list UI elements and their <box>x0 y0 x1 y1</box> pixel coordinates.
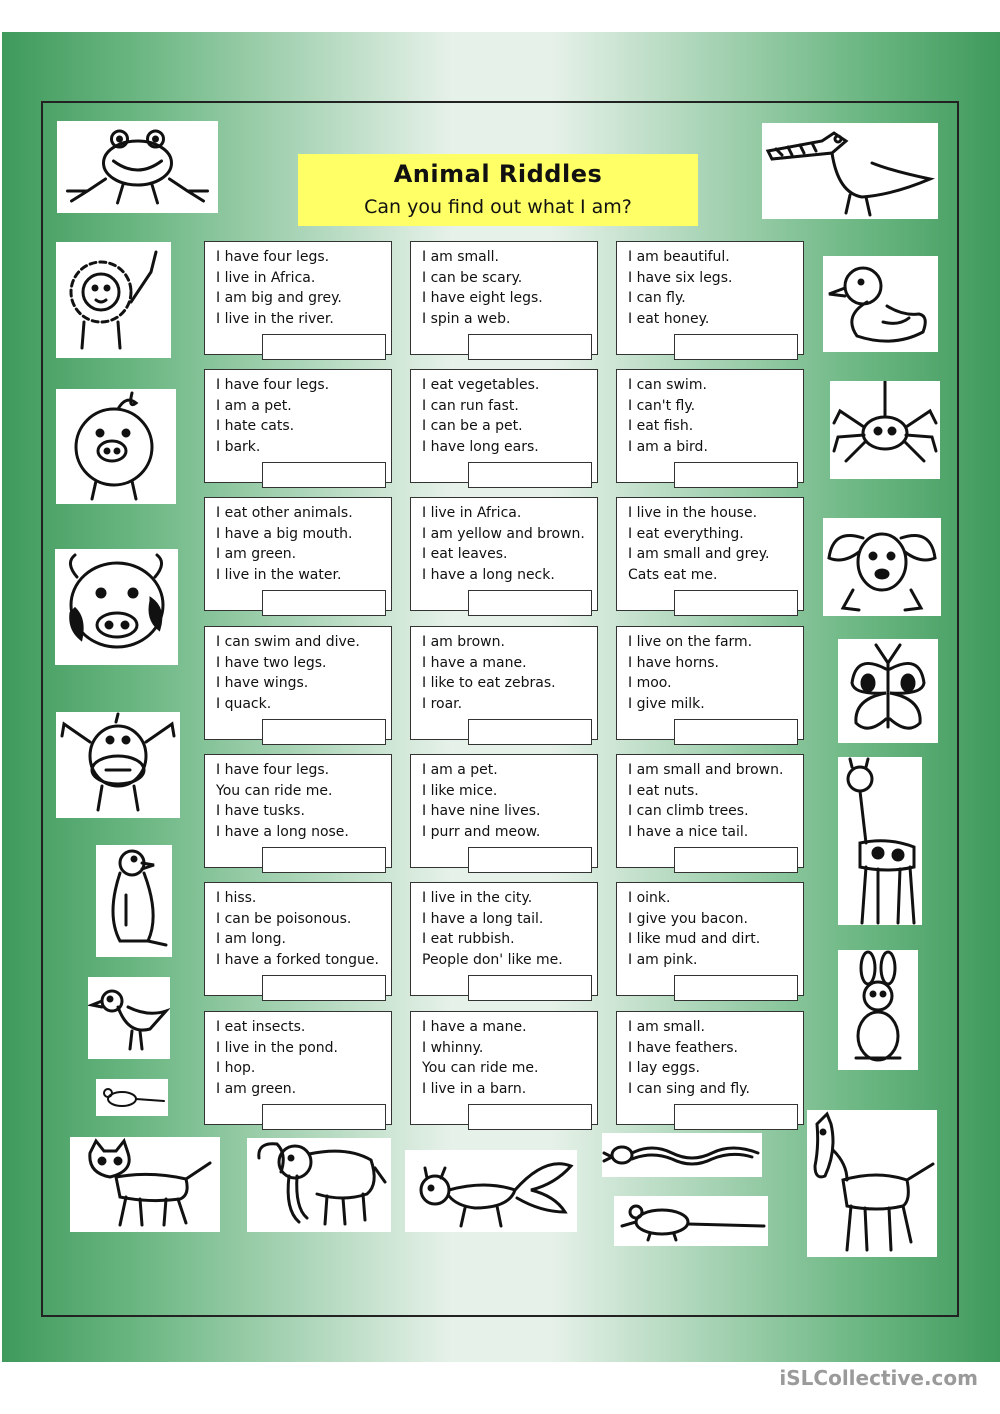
answer-box[interactable] <box>262 975 386 1001</box>
riddle-clue: I eat honey. <box>628 310 710 327</box>
riddle-card <box>204 754 392 868</box>
riddle-clue: I am beautiful. <box>628 249 730 265</box>
riddle-clue: I have four legs. <box>216 249 330 265</box>
frog-drawing <box>57 121 218 213</box>
riddle-clue: I can swim. <box>628 377 707 393</box>
bird-drawing <box>88 977 170 1059</box>
riddle-clue: I am brown. <box>422 634 505 650</box>
cat-drawing <box>70 1137 220 1232</box>
riddle-card <box>616 882 804 996</box>
riddle-card <box>410 369 598 483</box>
riddle-clue: I have long ears. <box>422 438 539 455</box>
answer-box[interactable] <box>468 847 592 873</box>
answer-box[interactable] <box>674 719 798 745</box>
riddle-clue: I live in a barn. <box>422 1080 527 1097</box>
riddle-card <box>616 626 804 740</box>
riddle-clue: I can swim and dive. <box>216 634 360 650</box>
small-mouse-drawing <box>96 1079 168 1116</box>
riddle-clue: I like mice. <box>422 782 498 799</box>
riddle-card <box>410 626 598 740</box>
riddle-clue: I have two legs. <box>216 654 327 671</box>
riddle-clue: I am green. <box>216 1080 297 1097</box>
riddle-clue: I am a bird. <box>628 438 708 455</box>
hippo-drawing <box>56 712 180 818</box>
riddle-clue: I live in the city. <box>422 890 533 906</box>
riddle-card <box>204 241 392 355</box>
riddle-card <box>616 1011 804 1125</box>
riddle-clue: I live in the house. <box>628 505 758 521</box>
riddle-clue: I have six legs. <box>628 269 733 286</box>
riddle-card <box>410 882 598 996</box>
riddle-clue: I have a long tail. <box>422 910 544 927</box>
riddle-clue: Cats eat me. <box>628 566 718 583</box>
riddle-clue: I live in the river. <box>216 310 334 327</box>
page-subtitle: Can you find out what I am? <box>364 196 632 218</box>
riddle-clue: I am a pet. <box>216 397 292 414</box>
riddle-clue: You can ride me. <box>422 1060 539 1076</box>
lion-drawing <box>56 242 171 358</box>
answer-box[interactable] <box>262 590 386 616</box>
riddle-clue: I whinny. <box>422 1039 484 1056</box>
riddle-clue: I purr and meow. <box>422 823 541 840</box>
riddle-clue: I can't fly. <box>628 397 696 414</box>
riddle-clue: I am pink. <box>628 951 698 968</box>
riddle-clue: I have a big mouth. <box>216 525 353 542</box>
answer-box[interactable] <box>468 1104 592 1130</box>
squirrel-drawing <box>405 1150 577 1232</box>
answer-box[interactable] <box>262 1104 386 1130</box>
riddle-clue: I can be poisonous. <box>216 910 352 927</box>
crocodile-drawing <box>762 123 938 219</box>
riddle-clue: I bark. <box>216 438 261 455</box>
riddle-clue: I live in the pond. <box>216 1039 339 1056</box>
answer-box[interactable] <box>468 719 592 745</box>
duck-drawing <box>823 256 938 352</box>
butterfly-drawing <box>838 639 938 743</box>
answer-box[interactable] <box>262 462 386 488</box>
cow-drawing <box>55 549 178 665</box>
riddle-clue: I live on the farm. <box>628 634 753 650</box>
riddle-clue: I am small. <box>628 1019 705 1035</box>
riddle-clue: I can run fast. <box>422 397 519 414</box>
riddle-clue: I can fly. <box>628 290 686 306</box>
penguin-drawing <box>96 845 172 957</box>
answer-box[interactable] <box>674 1104 798 1130</box>
riddle-card <box>204 497 392 611</box>
riddle-clue: I oink. <box>628 890 671 906</box>
riddle-clue: I roar. <box>422 695 463 712</box>
riddle-clue: I eat rubbish. <box>422 931 515 947</box>
riddle-clue: I have tusks. <box>216 803 305 819</box>
riddle-clue: I have a mane. <box>422 654 527 671</box>
answer-box[interactable] <box>468 334 592 360</box>
riddle-clue: I hate cats. <box>216 418 295 434</box>
riddle-clue: I have eight legs. <box>422 290 543 306</box>
riddle-clue: I am small and grey. <box>628 546 770 562</box>
answer-box[interactable] <box>468 590 592 616</box>
riddle-clue: I can sing and fly. <box>628 1080 750 1097</box>
riddle-clue: People don' like me. <box>422 951 563 968</box>
riddle-clue: I eat everything. <box>628 525 744 542</box>
riddle-card <box>410 754 598 868</box>
riddle-clue: I have nine lives. <box>422 803 541 819</box>
riddle-clue: I have feathers. <box>628 1039 738 1056</box>
answer-box[interactable] <box>262 847 386 873</box>
answer-box[interactable] <box>262 334 386 360</box>
riddle-clue: I lay eggs. <box>628 1060 700 1076</box>
riddle-card <box>204 369 392 483</box>
answer-box[interactable] <box>674 334 798 360</box>
riddle-card <box>616 754 804 868</box>
riddle-clue: I am small and brown. <box>628 762 784 778</box>
riddle-clue: I have a long nose. <box>216 823 349 840</box>
riddle-clue: I am long. <box>216 931 286 947</box>
riddle-card <box>616 241 804 355</box>
riddle-clue: You can ride me. <box>216 782 333 799</box>
riddle-clue: I spin a web. <box>422 310 511 327</box>
riddle-clue: I am a pet. <box>422 762 498 778</box>
riddle-clue: I moo. <box>628 675 672 691</box>
riddle-clue: I eat vegetables. <box>422 377 540 393</box>
dog-drawing <box>823 518 941 616</box>
riddle-clue: I live in Africa. <box>216 269 316 286</box>
riddle-clue: I give you bacon. <box>628 910 748 927</box>
riddle-clue: I have a forked tongue. <box>216 951 379 968</box>
riddle-card <box>204 882 392 996</box>
riddle-clue: I eat nuts. <box>628 782 699 799</box>
riddle-clue: I eat other animals. <box>216 505 353 521</box>
pig-drawing <box>56 389 176 504</box>
riddle-clue: I can be scary. <box>422 269 523 286</box>
giraffe-drawing <box>838 757 922 925</box>
riddle-clue: I am yellow and brown. <box>422 525 585 542</box>
riddle-card <box>616 369 804 483</box>
riddle-clue: I eat fish. <box>628 418 694 434</box>
horse-drawing <box>807 1110 937 1257</box>
riddle-clue: I like to eat zebras. <box>422 675 556 691</box>
spider-drawing <box>830 381 940 479</box>
riddle-clue: I have four legs. <box>216 762 330 778</box>
riddle-clue: I have horns. <box>628 654 719 671</box>
riddle-clue: I hop. <box>216 1060 256 1076</box>
riddle-clue: I quack. <box>216 695 272 712</box>
riddle-clue: I live in Africa. <box>422 505 522 521</box>
answer-box[interactable] <box>674 975 798 1001</box>
riddle-card <box>410 497 598 611</box>
title-box <box>298 154 698 226</box>
page-title: Animal Riddles <box>393 160 603 188</box>
riddle-clue: I have a long neck. <box>422 566 555 583</box>
snake-drawing <box>602 1133 762 1177</box>
mouse-drawing <box>614 1196 768 1246</box>
riddle-clue: I can climb trees. <box>628 803 749 819</box>
answer-box[interactable] <box>674 462 798 488</box>
riddle-clue: I can be a pet. <box>422 418 523 434</box>
footer-watermark: iSLCollective.com <box>779 1366 978 1390</box>
riddle-card <box>616 497 804 611</box>
riddle-clue: I hiss. <box>216 890 257 906</box>
riddle-clue: I like mud and dirt. <box>628 931 761 947</box>
riddle-clue: I live in the water. <box>216 566 342 583</box>
riddle-clue: I have a mane. <box>422 1019 527 1035</box>
riddle-clue: I have wings. <box>216 675 309 691</box>
answer-box[interactable] <box>674 590 798 616</box>
answer-box[interactable] <box>674 847 798 873</box>
riddle-clue: I am small. <box>422 249 499 265</box>
riddle-card <box>204 1011 392 1125</box>
riddle-card <box>410 241 598 355</box>
riddle-card <box>410 1011 598 1125</box>
riddle-card <box>204 626 392 740</box>
riddle-clue: I eat leaves. <box>422 546 508 562</box>
answer-box[interactable] <box>468 975 592 1001</box>
rabbit-drawing <box>838 950 918 1070</box>
riddle-clue: I am green. <box>216 546 297 562</box>
riddle-clue: I give milk. <box>628 695 705 712</box>
riddle-clue: I eat insects. <box>216 1019 306 1035</box>
answer-box[interactable] <box>262 719 386 745</box>
answer-box[interactable] <box>468 462 592 488</box>
riddle-clue: I have a nice tail. <box>628 823 749 840</box>
riddle-clue: I am big and grey. <box>216 290 342 306</box>
riddle-clue: I have four legs. <box>216 377 330 393</box>
elephant-drawing <box>247 1138 391 1232</box>
